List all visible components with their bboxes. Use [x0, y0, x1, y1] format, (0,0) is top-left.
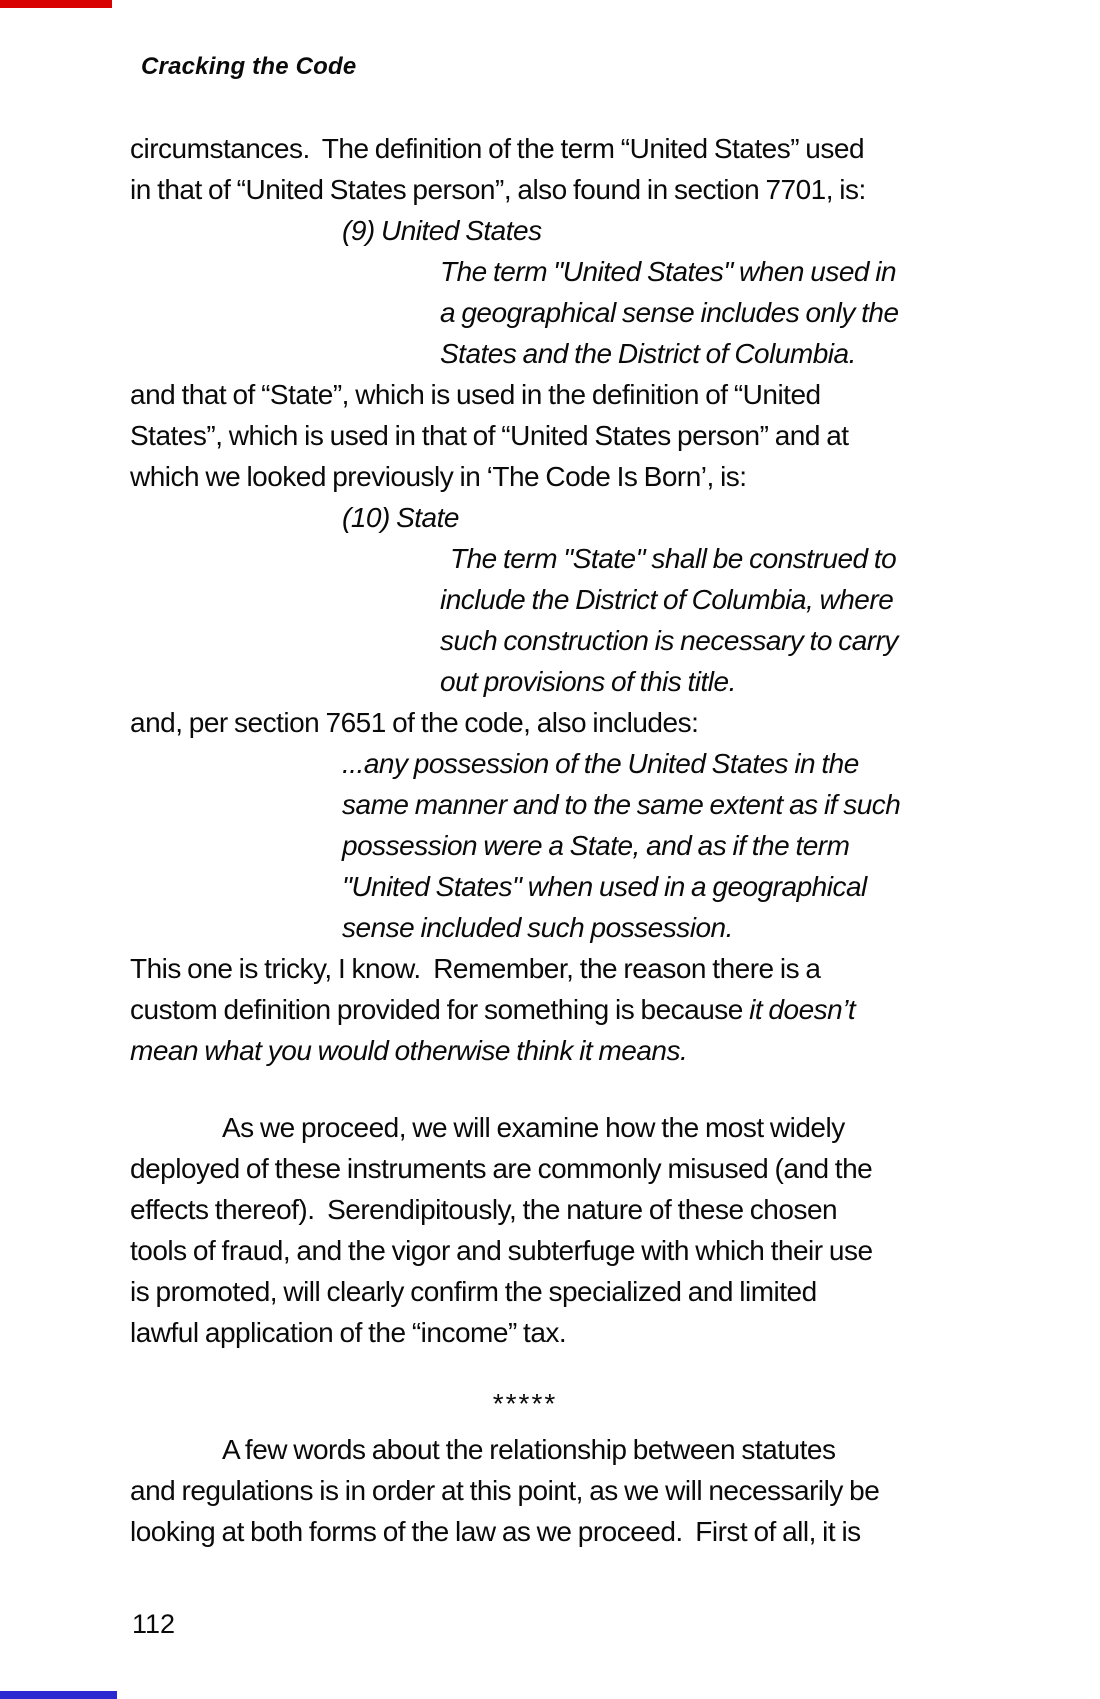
quote-7651-possession [130, 743, 920, 948]
text-line: which we looked previously in ‘The Code Is Born’, is: [130, 461, 747, 492]
paragraph-and-that-of-state [130, 374, 920, 497]
text-line: same manner and to the same extent as if such [342, 789, 901, 820]
text-line: possession were a State, and as if the term [342, 830, 850, 861]
paragraph-section-7651: and, per section 7651 of the code, also includes: [130, 707, 699, 738]
quote-10-state [130, 538, 920, 702]
page-body-text [130, 128, 920, 1552]
text-line: include the District of Columbia, where [440, 584, 894, 615]
text-line: States and the District of Columbia. [440, 338, 856, 369]
top-edge-scan-artifact [0, 0, 112, 8]
text-line: and regulations is in order at this point, as we will necessarily be [130, 1475, 880, 1506]
text-line: As we proceed, we will examine how the most widely [222, 1112, 845, 1143]
text-line: The term "United States" when used in [440, 256, 897, 287]
text-line: ...any possession of the United States in the [342, 748, 859, 779]
text-line: and that of “State”, which is used in the definition of “United [130, 379, 821, 410]
text-line: States”, which is used in that of “United States person” and at [130, 420, 849, 451]
bottom-edge-scan-artifact [0, 1691, 117, 1699]
paragraph-a-few-words [130, 1429, 920, 1552]
text-line: deployed of these instruments are commonly misused (and the [130, 1153, 873, 1184]
text-line: out provisions of this title. [440, 666, 736, 697]
text-line: A few words about the relationship between statutes [222, 1434, 836, 1465]
text-line: a geographical sense includes only the [440, 297, 899, 328]
text-line: circumstances. The definition of the term “United States” used [130, 133, 865, 164]
text-line: lawful application of the “income” tax. [130, 1317, 567, 1348]
text-run-italic: it doesn’t [749, 994, 856, 1025]
text-line: This one is tricky, I know. Remember, the reason there is a [130, 953, 821, 984]
text-line-italic: mean what you would otherwise think it means. [130, 1035, 688, 1066]
paragraph-this-one-is-tricky [130, 948, 920, 1071]
asterisk-separator: ***** [492, 1388, 558, 1419]
quote-9-united-states [130, 251, 920, 374]
text-line: looking at both forms of the law as we proceed. First of all, it is [130, 1516, 861, 1547]
running-header: Cracking the Code [141, 53, 357, 80]
text-line: effects thereof). Serendipitously, the nature of these chosen [130, 1194, 838, 1225]
text-line: "United States" when used in a geographical [342, 871, 867, 902]
text-line: in that of “United States person”, also found in section 7701, is: [130, 174, 866, 205]
paragraph-as-we-proceed [130, 1107, 920, 1353]
page-number: 112 [132, 1609, 176, 1639]
quote-9-label: (9) United States [342, 215, 542, 246]
text-line: The term "State" shall be construed to [450, 543, 897, 574]
text-line: such construction is necessary to carry [440, 625, 898, 656]
text-run: custom definition provided for something is because [130, 994, 750, 1025]
text-line: sense included such possession. [342, 912, 733, 943]
paragraph-circumstances [130, 128, 920, 210]
quote-10-label: (10) State [342, 502, 459, 533]
text-line: tools of fraud, and the vigor and subterfuge with which their use [130, 1235, 873, 1266]
text-line: is promoted, will clearly confirm the specialized and limited [130, 1276, 817, 1307]
text-line [130, 989, 920, 1030]
